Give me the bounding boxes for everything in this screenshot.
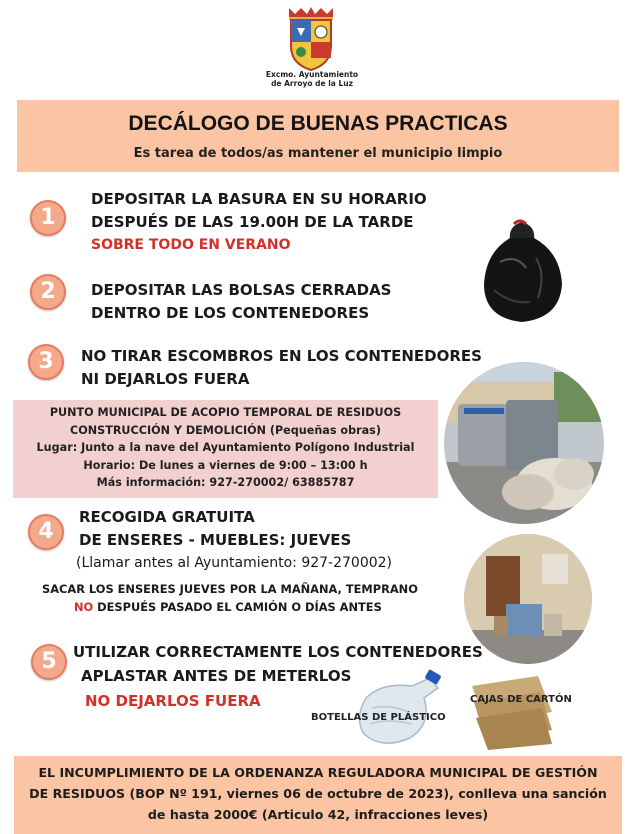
item-4-note: (Llamar antes al Ayuntamiento: 927-270002) [76,555,393,571]
item-number-2: 2 [30,274,66,310]
item-number-1: 1 [30,200,66,236]
item-5-line-2: APLASTAR ANTES DE METERLOS [81,667,352,685]
caption-bottles: BOTELLAS DE PLÁSTICO [311,712,446,723]
punto-line-4: Horario: De lunes a viernes de 9:00 – 13:00 h [83,458,368,472]
item-4-no-rest: DESPUÉS PASADO EL CAMIÓN O DÍAS ANTES [93,600,382,614]
municipal-crest [281,6,341,72]
plastic-bottles-image [352,668,452,750]
item-5-highlight: NO DEJARLOS FUERA [85,692,261,710]
item-5-line-1: UTILIZAR CORRECTAMENTE LOS CONTENEDORES [73,643,483,661]
item-4-no-word: NO [74,600,94,614]
item-4-line-1: RECOGIDA GRATUITA [79,508,255,526]
cardboard-image [468,672,556,752]
punto-line-3: Lugar: Junto a la nave del Ayuntamiento Polígono Industrial [36,441,415,454]
footer-line-2: DE RESIDUOS (BOP Nº 191, viernes 06 de octubre de 2023), conlleva una sanción [29,786,607,801]
item-1-line-2: DESPUÉS DE LAS 19.00H DE LA TARDE [91,213,414,231]
footer-line-3: de hasta 2000€ (Articulo 42, infracciones leves) [147,807,489,822]
trash-bag-image [480,218,566,328]
page-title: DECÁLOGO DE BUENAS PRACTICAS [128,112,508,135]
item-number-5: 5 [31,644,67,680]
containers-photo [444,362,604,524]
page-subtitle: Es tarea de todos/as mantener el municipio limpio [133,146,503,161]
town-line-1: Excmo. Ayuntamiento [265,70,359,79]
punto-acopio-box [13,400,438,498]
punto-line-1: PUNTO MUNICIPAL DE ACOPIO TEMPORAL DE RESIDUOS [49,406,402,419]
item-3-line-1: NO TIRAR ESCOMBROS EN LOS CONTENEDORES [81,347,482,365]
item-2-line-1: DEPOSITAR LAS BOLSAS CERRADAS [91,281,392,299]
punto-line-5: Más información: 927-270002/ 63885787 [96,476,355,489]
town-line-2: de Arroyo de la Luz [271,79,353,88]
town-name [250,70,374,88]
item-number-4: 4 [28,514,64,550]
footer-line-1: EL INCUMPLIMIENTO DE LA ORDENANZA REGULADORA MUNICIPAL DE GESTIÓN [38,765,598,780]
item-3-line-2: NI DEJARLOS FUERA [81,370,250,388]
item-1-highlight: SOBRE TODO EN VERANO [91,237,291,253]
item-1-line-1: DEPOSITAR LA BASURA EN SU HORARIO [91,190,427,208]
punto-line-2: CONSTRUCCIÓN Y DEMOLICIÓN (Pequeñas obras) [70,423,381,437]
item-2-line-2: DENTRO DE LOS CONTENEDORES [91,304,370,322]
title-banner [17,100,619,172]
item-number-3: 3 [28,344,64,380]
caption-boxes: CAJAS DE CARTÓN [470,694,572,705]
item-4-line-2: DE ENSERES - MUEBLES: JUEVES [79,531,352,549]
furniture-photo [464,534,592,664]
footer-notice [14,756,622,834]
item-4-extra: SACAR LOS ENSERES JUEVES POR LA MAÑANA, TEMPRANO [42,582,418,596]
item-4-warning [74,600,382,614]
